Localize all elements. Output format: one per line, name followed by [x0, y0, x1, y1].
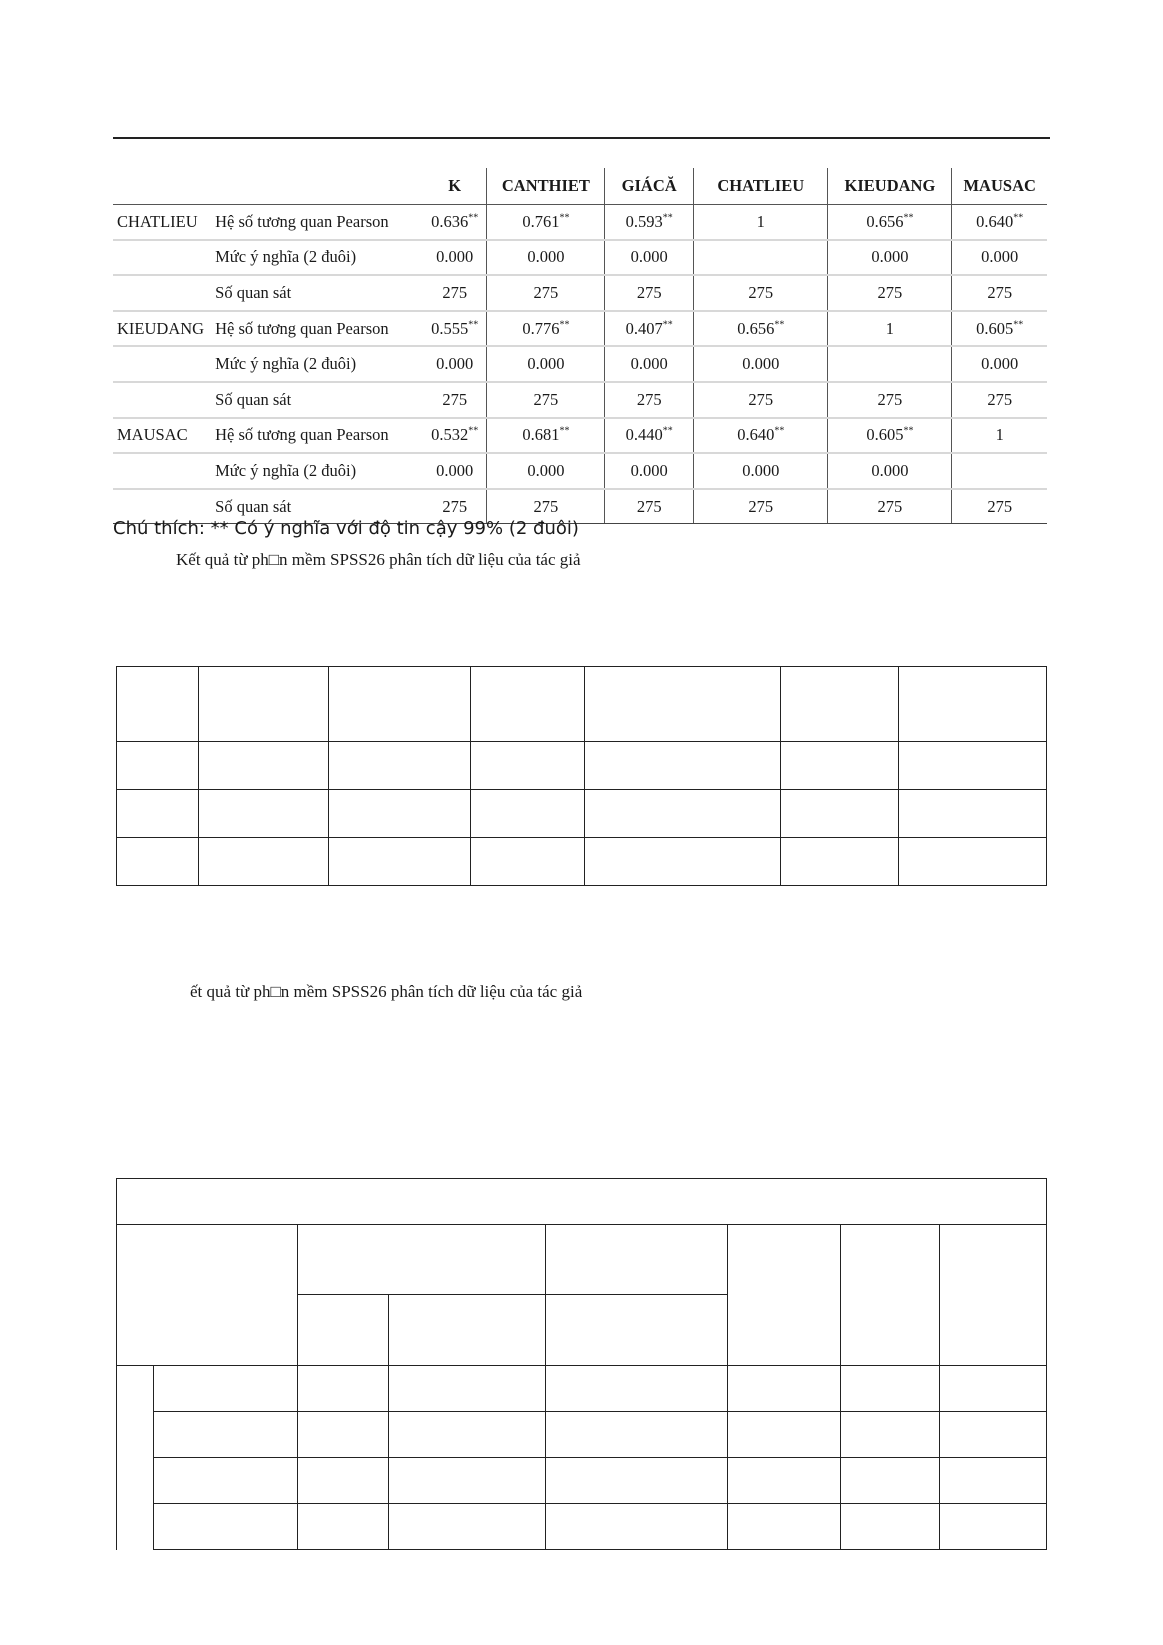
table-cell: [828, 489, 952, 524]
cell-value: 0.640: [976, 211, 1014, 231]
table-row: [113, 382, 1047, 418]
stat-label: Mức ý nghĩa (2 đuôi): [211, 240, 423, 276]
table-title-row: [117, 1179, 1047, 1225]
cell-value: 0.000: [436, 354, 474, 374]
cell-value: 0.605: [976, 318, 1014, 338]
cell-value: 275: [748, 496, 774, 516]
cell-value: 0.656: [737, 318, 775, 338]
cell-value: 0.761: [522, 211, 560, 231]
table-cell: [605, 205, 694, 240]
table-cell: [487, 311, 605, 347]
table-cell: [694, 311, 828, 347]
table-cell: [828, 382, 952, 418]
cell-value: 0.000: [871, 247, 909, 267]
table-cell: [423, 240, 487, 276]
table-cell: [952, 240, 1047, 276]
cell-value: 275: [636, 496, 662, 516]
significance-mark: **: [1013, 212, 1024, 224]
table-cell: [952, 275, 1047, 311]
cell-value: 0.440: [625, 425, 663, 445]
cell-value: 0.000: [871, 460, 909, 480]
cell-value: 275: [533, 496, 559, 516]
table-cell: [423, 311, 487, 347]
cell-value: 0.000: [436, 247, 474, 267]
table-row: [117, 742, 1047, 790]
cell-value: 0.656: [866, 211, 904, 231]
table-cell: [828, 418, 952, 454]
table-cell: [487, 453, 605, 489]
cell-value: 1: [756, 211, 765, 231]
table-cell: [423, 346, 487, 382]
stat-label: Mức ý nghĩa (2 đuôi): [211, 346, 423, 382]
table-cell: [605, 240, 694, 276]
cell-value: 275: [636, 282, 662, 302]
table-cell: [605, 346, 694, 382]
col-header-giaca: GIÁCĂ: [605, 168, 694, 205]
cell-value: 275: [748, 282, 774, 302]
table-cell: [828, 275, 952, 311]
cell-value: 0.555: [431, 318, 469, 338]
cell-value: 275: [877, 496, 903, 516]
table-cell: [487, 346, 605, 382]
variable-label: CHATLIEU: [113, 205, 211, 240]
table-cell: [694, 275, 828, 311]
cell-value: 0.000: [981, 247, 1019, 267]
empty-table-3: [116, 1178, 1047, 1550]
stat-label: Số quan sát: [211, 489, 423, 524]
table-row: [113, 346, 1047, 382]
cell-value: 275: [987, 389, 1013, 409]
table-cell: [828, 240, 952, 276]
table-cell: [605, 382, 694, 418]
table-cell: [605, 489, 694, 524]
cell-value: 0.532: [431, 425, 469, 445]
table-cell: [605, 275, 694, 311]
cell-value: 275: [636, 389, 662, 409]
table-cell: [694, 453, 828, 489]
source-caption-1: Kết quả từ ph□n mềm SPSS26 phân tích dữ liệu của tác giả: [176, 550, 581, 569]
cell-value: 0.000: [742, 354, 780, 374]
table-cell: [952, 311, 1047, 347]
variable-label: MAUSAC: [113, 418, 211, 454]
significance-mark: **: [662, 319, 673, 331]
table-note: Chú thích: ** Có ý nghĩa với độ tin cậy 99% (2 đuôi): [113, 518, 579, 539]
table-row: [113, 453, 1047, 489]
significance-mark: **: [1013, 319, 1024, 331]
significance-mark: **: [468, 212, 479, 224]
significance-mark: **: [662, 425, 673, 437]
table-cell: [828, 453, 952, 489]
cell-value: 0.636: [431, 211, 469, 231]
table-row: [117, 790, 1047, 838]
table-cell: [423, 418, 487, 454]
significance-mark: **: [468, 425, 479, 437]
table-cell: [605, 418, 694, 454]
table-cell: [423, 205, 487, 240]
table-row: [117, 1504, 1047, 1550]
stat-label: Hệ số tương quan Pearson: [211, 418, 423, 454]
cell-value: 275: [442, 389, 468, 409]
stat-label: Số quan sát: [211, 275, 423, 311]
table-cell: [952, 418, 1047, 454]
empty-table-2: [116, 666, 1047, 886]
cell-value: 275: [987, 496, 1013, 516]
header-row: [113, 168, 1047, 205]
table-cell: [694, 418, 828, 454]
cell-value: 0.593: [625, 211, 663, 231]
table-cell: [694, 382, 828, 418]
table-cell: [952, 382, 1047, 418]
table-cell: [952, 346, 1047, 382]
table-cell: [694, 489, 828, 524]
col-header-chatlieu: CHATLIEU: [694, 168, 828, 205]
cell-value: 0.000: [981, 354, 1019, 374]
cell-value: 0.000: [436, 460, 474, 480]
significance-mark: **: [468, 319, 479, 331]
top-rule: [113, 137, 1050, 139]
table-row: [113, 311, 1047, 347]
stat-label: Hệ số tương quan Pearson: [211, 205, 423, 240]
table-header-row: [117, 1225, 1047, 1295]
cell-value: 0.000: [527, 354, 565, 374]
cell-value: 1: [995, 425, 1004, 445]
table-cell: [694, 240, 828, 276]
cell-value: 275: [442, 496, 468, 516]
table-cell: [952, 205, 1047, 240]
cell-value: 0.000: [630, 354, 668, 374]
source-caption-2: ết quả từ ph□n mềm SPSS26 phân tích dữ liệu của tác giả: [190, 982, 583, 1001]
stat-label: Mức ý nghĩa (2 đuôi): [211, 453, 423, 489]
significance-mark: **: [559, 212, 570, 224]
cell-value: 0.000: [527, 460, 565, 480]
significance-mark: **: [774, 319, 785, 331]
table-row: [117, 1458, 1047, 1504]
significance-mark: **: [559, 319, 570, 331]
table-cell: [487, 418, 605, 454]
cell-value: 275: [748, 389, 774, 409]
cell-value: 0.605: [866, 425, 904, 445]
table-row: [117, 667, 1047, 742]
cell-value: 0.681: [522, 425, 560, 445]
stat-label: Hệ số tương quan Pearson: [211, 311, 423, 347]
stat-label: Số quan sát: [211, 382, 423, 418]
cell-value: 1: [885, 318, 895, 338]
cell-value: 0.000: [742, 460, 780, 480]
table-row: [117, 838, 1047, 886]
table-row: [113, 240, 1047, 276]
cell-value: 275: [533, 389, 559, 409]
table-cell: [487, 205, 605, 240]
table-cell: [487, 382, 605, 418]
table-cell: [605, 311, 694, 347]
table-cell: [423, 382, 487, 418]
variable-label: KIEUDANG: [113, 311, 211, 347]
cell-value: 275: [987, 282, 1013, 302]
table-cell: [605, 453, 694, 489]
cell-value: 0.776: [522, 318, 560, 338]
table-cell: [694, 346, 828, 382]
cell-value: 275: [877, 282, 903, 302]
cell-value: 0.000: [527, 247, 565, 267]
col-header-canthiet: CANTHIET: [487, 168, 605, 205]
significance-mark: **: [559, 425, 570, 437]
table-cell: [952, 489, 1047, 524]
significance-mark: **: [903, 212, 914, 224]
col-header-kieudang: KIEUDANG: [828, 168, 952, 205]
cell-value: 275: [442, 282, 468, 302]
cell-value: 0.407: [625, 318, 663, 338]
col-header-mausac: MAUSAC: [952, 168, 1047, 205]
table-row: [117, 1366, 1047, 1412]
table-row: [113, 418, 1047, 454]
cell-value: 275: [533, 282, 559, 302]
table-row: [117, 1412, 1047, 1458]
significance-mark: **: [662, 212, 673, 224]
table-cell: [952, 453, 1047, 489]
cell-value: 0.000: [630, 247, 668, 267]
table-row: [113, 275, 1047, 311]
table-cell: [828, 311, 952, 347]
cell-value: 0.000: [630, 460, 668, 480]
correlation-table: [113, 168, 1047, 524]
significance-mark: **: [903, 425, 914, 437]
table-row: [113, 205, 1047, 240]
significance-mark: **: [774, 425, 785, 437]
table-cell: [423, 275, 487, 311]
cell-value: 0.640: [737, 425, 775, 445]
table-cell: [487, 240, 605, 276]
table-cell: [423, 453, 487, 489]
col-header-k: K: [423, 168, 487, 205]
cell-value: 275: [877, 389, 903, 409]
table-cell: [487, 275, 605, 311]
table-cell: [828, 205, 952, 240]
table-cell: [828, 346, 952, 382]
table-cell: [694, 205, 828, 240]
